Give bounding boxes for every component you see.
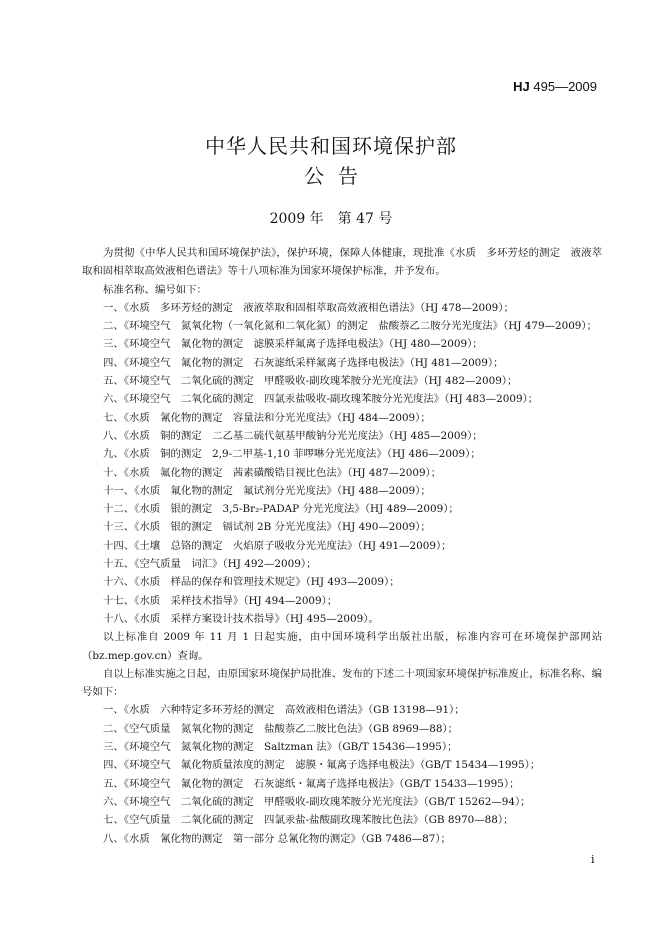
- repealed-standard-item: 八、《水质 氰化物的测定 第一部分 总氰化物的测定》（GB 7486—87）；: [103, 832, 451, 845]
- list-heading: 标准名称、编号如下：: [103, 283, 207, 296]
- new-standard-item: 七、《水质 氰化物的测定 容量法和分光光度法》（HJ 484—2009）；: [103, 411, 431, 424]
- repealed-standard-item: 七、《空气质量 二氧化硫的测定 四氯汞盐-盐酸副玫瑰苯胺比色法》（GB 8970—88）；: [103, 814, 514, 827]
- new-standard-item: 八、《水质 铜的测定 二乙基二硫代氨基甲酸钠分光光度法》（HJ 485—2009）；: [103, 429, 483, 442]
- new-standard-item: 十三、《水质 银的测定 镉试剂 2B 分光光度法》（HJ 490—2009）；: [103, 521, 431, 534]
- new-standard-item: 十八、《水质 采样方案设计技术指导》（HJ 495—2009）。: [103, 612, 379, 625]
- standard-code: [513, 79, 597, 94]
- repealed-standard-item: 一、《水质 六种特定多环芳烃的测定 高效液相色谱法》（GB 13198—91）；: [103, 704, 465, 717]
- repealed-standard-item: 四、《环境空气 氟化物质量浓度的测定 滤膜・氟离子选择电极法》（GB/T 15434—1995）；: [103, 759, 541, 772]
- new-standard-item: 三、《环境空气 氟化物的测定 滤膜采样氟离子选择电极法》（HJ 480—2009）；: [103, 338, 483, 351]
- document-title: 中华人民共和国环境保护部: [205, 134, 457, 158]
- repealed-standard-item: 五、《环境空气 氟化物的测定 石灰滤纸・氟离子选择电极法》（GB/T 15433—1995）；: [103, 777, 520, 790]
- page-number: i: [591, 853, 595, 866]
- repeal-paragraph: 自以上标准实施之日起，由原国家环境保护局批准、发布的下述二十项国家环境保护标准废止，标准名称、编号如下：: [82, 667, 602, 699]
- new-standard-item: 一、《水质 多环芳烃的测定 液液萃取和固相萃取高效液相色谱法》（HJ 478—2009）；: [103, 301, 514, 314]
- standard-code-number: 495—2009: [533, 79, 597, 94]
- new-standard-item: 四、《环境空气 氟化物的测定 石灰滤纸采样氟离子选择电极法》（HJ 481—2009）；: [103, 356, 504, 369]
- repealed-standard-item: 二、《空气质量 氮氧化物的测定 盐酸萘乙二胺比色法》（GB 8969—88）；: [103, 722, 459, 735]
- new-standard-item: 二、《环境空气 氮氧化物（一氧化氮和二氧化氮）的测定 盐酸萘乙二胺分光光度法》（HJ 479—2009）；: [103, 320, 597, 333]
- document-subtitle: 公告: [304, 164, 372, 188]
- new-standard-item: 十七、《水质 采样技术指导》（HJ 494—2009）；: [103, 594, 338, 607]
- announcement-body: [82, 244, 602, 848]
- implementation-paragraph: 以上标准自 2009 年 11 月 1 日起实施，由中国环境科学出版社出版，标准内容可在环境保护部网站（bz.mep.gov.cn）查询。: [82, 631, 602, 662]
- new-standard-item: 五、《环境空气 二氧化硫的测定 甲醛吸收-副玫瑰苯胺分光光度法》（HJ 482—2009）；: [103, 375, 518, 388]
- new-standard-item: 十二、《水质 银的测定 3,5-Br₂-PADAP 分光光度法》（HJ 489—2009）；: [103, 503, 459, 516]
- standard-code-prefix: HJ: [513, 79, 530, 94]
- announcement-number: 2009 年 第 47 号: [269, 211, 393, 227]
- repealed-standard-item: 三、《环境空气 氮氧化物的测定 Saltzman 法》（GB/T 15436—1995）；: [103, 741, 458, 754]
- new-standard-item: 十六、《水质 样品的保存和管理技术规定》（HJ 493—2009）；: [103, 576, 400, 589]
- new-standard-item: 六、《环境空气 二氧化硫的测定 四氯汞盐吸收-副玫瑰苯胺分光光度法》（HJ 483—2009）；: [103, 393, 539, 406]
- new-standard-item: 十一、《水质 氟化物的测定 氟试剂分光光度法》（HJ 488—2009）；: [103, 484, 431, 497]
- new-standard-item: 十、《水质 氟化物的测定 茜素磺酸锆目视比色法》（HJ 487—2009）；: [103, 466, 442, 479]
- repealed-standard-item: 六、《环境空气 二氧化硫的测定 甲醛吸收-副玫瑰苯胺分光光度法》（GB/T 15262—94）；: [103, 795, 531, 808]
- new-standard-item: 十五、《空气质量 词汇》（HJ 492—2009）；: [103, 558, 317, 571]
- new-standard-item: 十四、《土壤 总铬的测定 火焰原子吸收分光光度法》（HJ 491—2009）；: [103, 539, 452, 552]
- intro-paragraph: 为贯彻《中华人民共和国环境保护法》，保护环境，保障人体健康，现批准《水质 多环芳烃的测定 液液萃取和固相萃取高效液相色谱法》等十八项标准为国家环境保护标准，并予发布。: [82, 247, 602, 278]
- new-standard-item: 九、《水质 铜的测定 2,9-二甲基-1,10 菲啰啉分光光度法》（HJ 486—2009）；: [103, 448, 481, 461]
